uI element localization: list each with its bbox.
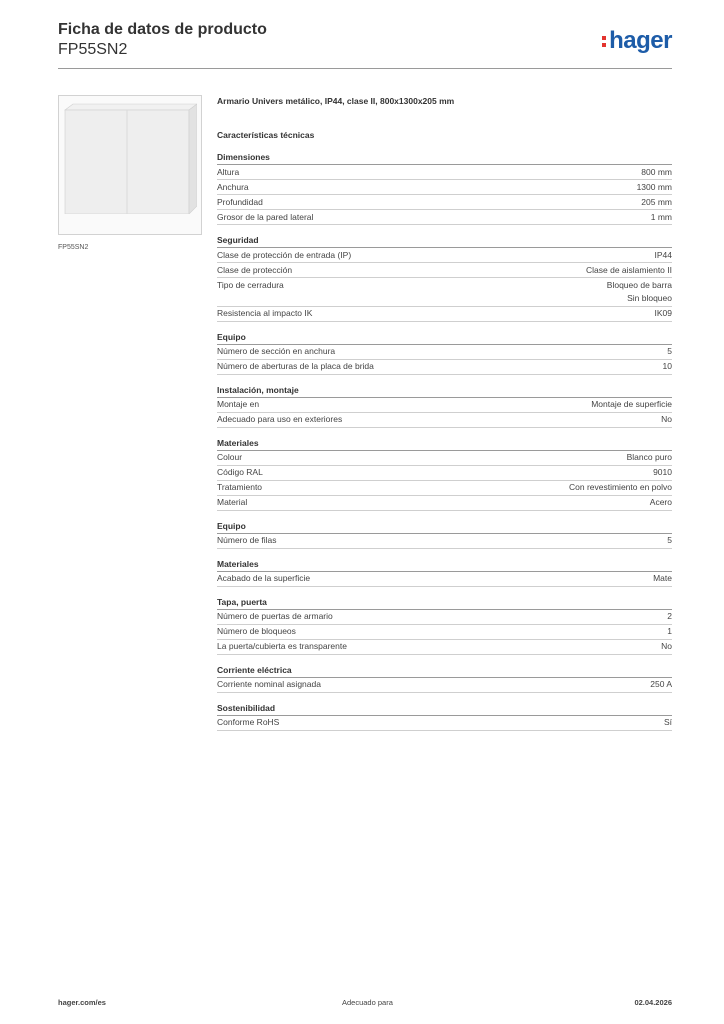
spec-section <box>217 665 672 693</box>
spec-sections <box>217 152 672 731</box>
spec-row <box>217 413 672 428</box>
spec-section <box>217 521 672 549</box>
spec-subheading: Características técnicas <box>217 130 315 140</box>
spec-row <box>217 263 672 278</box>
spec-section <box>217 385 672 428</box>
section-title: Tapa, puerta <box>217 597 672 610</box>
spec-row <box>217 625 672 640</box>
spec-value: 5 <box>667 535 672 545</box>
section-title: Corriente eléctrica <box>217 665 672 678</box>
product-code: FP55SN2 <box>58 41 128 58</box>
spec-value: 5 <box>667 346 672 356</box>
spec-label: Clase de protección <box>217 264 293 275</box>
spec-label: Altura <box>217 166 240 177</box>
spec-row <box>217 248 672 263</box>
section-title: Materiales <box>217 559 672 572</box>
spec-row <box>217 572 672 587</box>
spec-label: Número de puertas de armario <box>217 611 333 621</box>
spec-label: Número de bloqueos <box>217 626 296 636</box>
product-image <box>58 95 202 235</box>
spec-row <box>217 451 672 466</box>
spec-label: Tipo de cerradura <box>217 279 284 290</box>
hager-logo[interactable] <box>602 27 672 55</box>
section-title: Seguridad <box>217 235 672 248</box>
logo-dots-icon <box>602 33 607 50</box>
cabinet-image-icon <box>63 102 197 214</box>
spec-value: 2 <box>667 611 672 621</box>
spec-section <box>217 235 672 322</box>
spec-row <box>217 481 672 496</box>
spec-row <box>217 360 672 375</box>
spec-value: Bloqueo de barra Sin bloqueo <box>606 279 672 303</box>
spec-value: Acero <box>649 497 672 507</box>
footer-note: Adecuado para <box>342 998 393 1007</box>
spec-label: Número de filas <box>217 535 277 545</box>
spec-section <box>217 332 672 375</box>
header-divider <box>58 68 672 69</box>
section-title: Materiales <box>217 438 672 451</box>
spec-row <box>217 165 672 180</box>
spec-value: Blanco puro <box>626 452 672 462</box>
spec-row <box>217 496 672 511</box>
spec-row <box>217 345 672 360</box>
spec-section <box>217 597 672 655</box>
spec-value: 800 mm <box>641 166 672 177</box>
spec-row <box>217 716 672 731</box>
image-caption: FP55SN2 <box>58 244 89 251</box>
footer-date: 02.04.2026 <box>634 998 672 1007</box>
spec-value: 1300 mm <box>636 181 672 192</box>
spec-label: Tratamiento <box>217 482 263 492</box>
spec-row <box>217 307 672 322</box>
spec-value: 10 <box>662 361 672 371</box>
document-header <box>58 20 267 60</box>
spec-label: Adecuado para uso en exteriores <box>217 414 343 424</box>
logo-text: hager <box>609 27 672 54</box>
spec-row <box>217 210 672 225</box>
spec-label: Colour <box>217 452 243 462</box>
section-title: Instalación, montaje <box>217 385 672 398</box>
spec-section <box>217 438 672 511</box>
spec-row <box>217 534 672 549</box>
spec-label: Código RAL <box>217 467 263 477</box>
spec-row <box>217 278 672 307</box>
spec-section <box>217 703 672 731</box>
spec-value: Mate <box>653 573 672 583</box>
spec-value: Con revestimiento en polvo <box>568 482 672 492</box>
spec-label: Montaje en <box>217 399 260 409</box>
spec-row <box>217 640 672 655</box>
spec-label: Número de sección en anchura <box>217 346 336 356</box>
spec-value: IK09 <box>654 308 672 318</box>
spec-value: IP44 <box>654 249 672 260</box>
spec-label: Número de aberturas de la placa de brida <box>217 361 374 371</box>
spec-value: 1 mm <box>650 211 672 222</box>
spec-value: 205 mm <box>641 196 672 207</box>
spec-row <box>217 195 672 210</box>
spec-row <box>217 398 672 413</box>
spec-label: Anchura <box>217 181 249 192</box>
spec-row <box>217 466 672 481</box>
product-title: Armario Univers metálico, IP44, clase II, 800x1300x205 mm <box>217 96 455 106</box>
spec-value: Clase de aislamiento II <box>586 264 672 275</box>
spec-label: Acabado de la superficie <box>217 573 311 583</box>
spec-value: 250 A <box>650 679 672 689</box>
section-title: Equipo <box>217 521 672 534</box>
spec-value: No <box>661 414 672 424</box>
spec-row <box>217 610 672 625</box>
spec-value: Sí <box>663 717 672 727</box>
spec-label: Grosor de la pared lateral <box>217 211 314 222</box>
spec-label: Clase de protección de entrada (IP) <box>217 249 352 260</box>
spec-section <box>217 559 672 587</box>
spec-value: Montaje de superficie <box>591 399 672 409</box>
spec-label: Material <box>217 497 248 507</box>
spec-value: 1 <box>667 626 672 636</box>
footer-website[interactable]: hager.com/es <box>58 998 106 1007</box>
section-title: Sostenibilidad <box>217 703 672 716</box>
spec-label: La puerta/cubierta es transparente <box>217 641 347 651</box>
document-title: Ficha de datos de producto <box>58 21 267 38</box>
section-title: Dimensiones <box>217 152 672 165</box>
spec-label: Resistencia al impacto IK <box>217 308 313 318</box>
spec-value: 9010 <box>653 467 672 477</box>
spec-row <box>217 180 672 195</box>
spec-row <box>217 678 672 693</box>
spec-content <box>217 96 672 741</box>
spec-label: Conforme RoHS <box>217 717 280 727</box>
spec-value: No <box>661 641 672 651</box>
spec-section <box>217 152 672 225</box>
spec-label: Profundidad <box>217 196 263 207</box>
section-title: Equipo <box>217 332 672 345</box>
spec-label: Corriente nominal asignada <box>217 679 321 689</box>
